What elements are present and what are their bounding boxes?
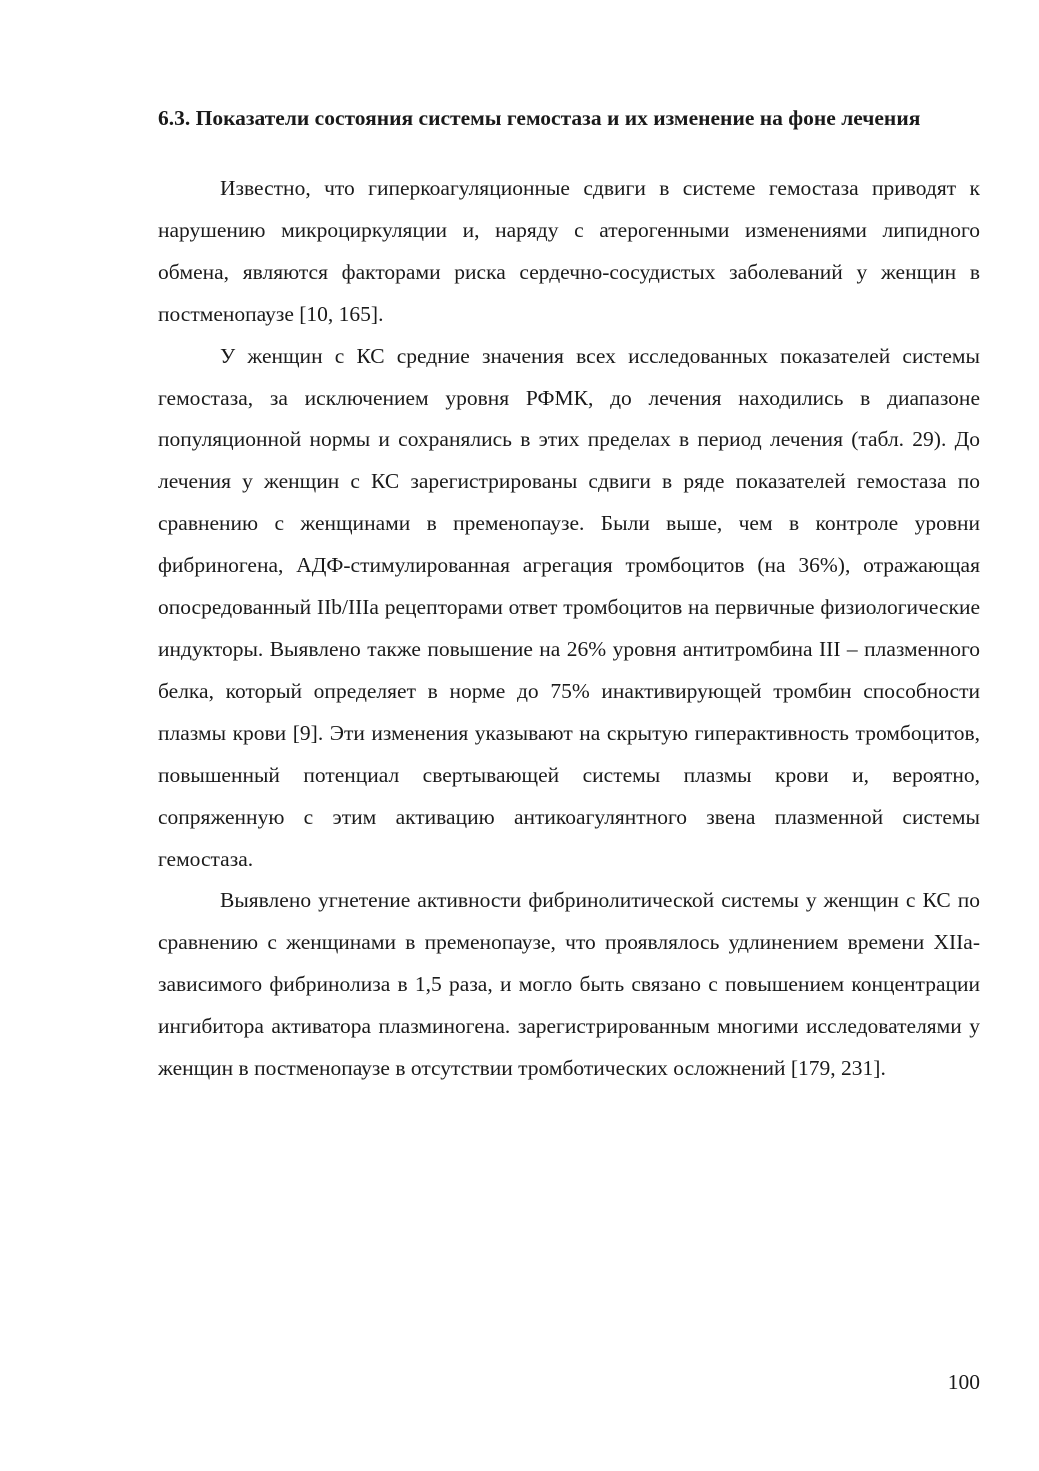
paragraph-3: Выявлено угнетение активности фибринолитической системы у женщин с КС по сравнению с женщинами в пременопаузе, что проявлялось удлинением времени XIIa-зависимого фибринолиза в 1,5 раза, и могло быть связано с повышением концентрации ингибитора активатора плазминогена. зарегистрированным многими исследователями у женщин в постменопаузе в отсутствии тромботических осложнений [179, 231]. <box>158 888 980 1081</box>
page-body <box>158 104 980 1090</box>
section-heading: 6.3. Показатели состояния системы гемостаза и их изменение на фоне лечения <box>158 106 921 130</box>
paragraph-2: У женщин с КС средние значения всех исследованных показателей системы гемостаза, за исключением уровня РФМК, до лечения находились в диапазоне популяционной нормы и сохранялись в этих пределах в период лечения (табл. 29). До лечения у женщин с КС зарегистрированы сдвиги в ряде показателей гемостаза по сравнению с женщинами в пременопаузе. Были выше, чем в контроле уровни фибриногена, АДФ-стимулированная агрегация тромбоцитов (на 36%), отражающая опосредованный IIb/IIIa рецепторами ответ тромбоцитов на первичные физиологические индукторы. Выявлено также повышение на 26% уровня антитромбина III – плазменного белка, который определяет в норме до 75% инактивирующей тромбин способности плазмы крови [9]. Эти изменения указывают на скрытую гиперактивность тромбоцитов, повышенный потенциал свертывающей системы плазмы крови и, вероятно, сопряженную с этим активацию антикоагулянтного звена плазменной системы гемостаза. <box>158 343 980 871</box>
page-number: 100 <box>947 1370 980 1394</box>
paragraph-1: Известно, что гиперкоагуляционные сдвиги в системе гемостаза приводят к нарушению микроциркуляции и, наряду с атерогенными изменениями липидного обмена, являются факторами риска сердечно-сосудистых заболеваний у женщин в постменопаузе [10, 165]. <box>158 176 980 326</box>
